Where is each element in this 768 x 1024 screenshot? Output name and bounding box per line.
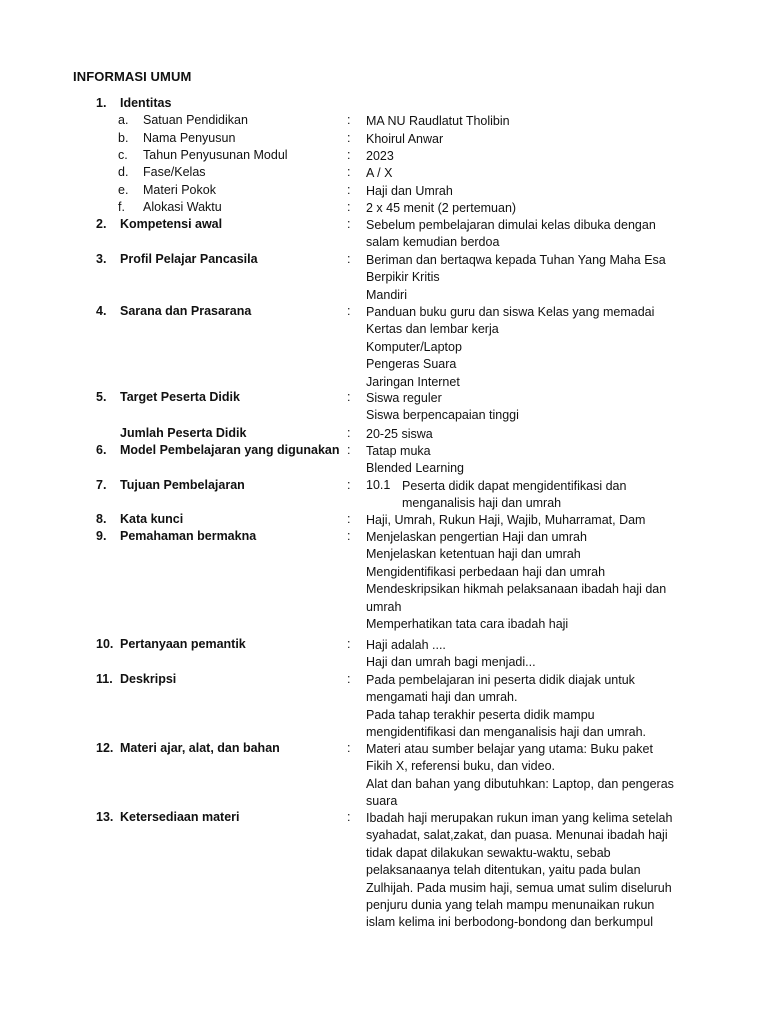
colon: : [347,425,351,440]
value-line: syahadat, salat,zakat, dan puasa. Menunai ibadah haji [366,828,668,843]
item-label: Fase/Kelas [143,165,206,179]
value-line: Menjelaskan pengertian Haji dan umrah [366,530,587,544]
value-line: Kertas dan lembar kerja [366,322,499,337]
section-value [366,304,696,391]
section-number: 12. [96,741,114,755]
value-line: Siswa berpencapaian tinggi [366,408,519,423]
value-line: salam kemudian berdoa [366,235,500,250]
value-line: Pengeras Suara [366,357,457,372]
item-value: Khoirul Anwar [366,131,444,146]
value-line: Materi atau sumber belajar yang utama: Buku paket [366,742,653,756]
document-title: INFORMASI UMUM [73,69,192,84]
section-label: Pertanyaan pemantik [120,637,246,651]
section-label: Materi ajar, alat, dan bahan [120,741,280,755]
item-value: 2 x 45 menit (2 pertemuan) [366,201,517,215]
value-line: suara [366,794,398,809]
value-line: Blended Learning [366,461,464,476]
section-label: Model Pembelajaran yang digunakan [120,443,340,457]
section-label: Kata kunci [120,512,184,526]
item-letter: f. [118,200,125,214]
value-line: Komputer/Laptop [366,339,462,354]
section-value [366,217,696,252]
item-label: Materi Pokok [143,182,216,197]
section-value [366,672,696,742]
section-label: Pemahaman bermakna [120,529,257,543]
colon: : [347,810,351,824]
colon: : [347,130,351,145]
section-value [366,426,696,443]
value-line: Ibadah haji merupakan rukun iman yang kelima setelah [366,811,673,825]
value-line: penjuru dunia yang telah mampu menunaikan rukun [366,898,655,913]
section-label: Deskripsi [120,672,177,686]
value-line: pelaksanaanya telah ditentukan, yaitu pada bulan [366,863,641,878]
value-line: Berpikir Kritis [366,270,440,285]
item-letter: b. [118,130,129,145]
value-line: mengidentifikasi dan menganalisis haji dan umrah. [366,725,647,740]
value-line: Mengidentifikasi perbedaan haji dan umrah [366,564,606,579]
value-line: Haji dan umrah bagi menjadi... [366,655,536,670]
item-value: Haji dan Umrah [366,183,453,198]
objective-number: 10.1 [366,478,391,492]
item-value: 2023 [366,149,394,163]
value-line: Haji, Umrah, Rukun Haji, Wajib, Muharramat, Dam [366,513,646,527]
item-letter: e. [118,182,129,197]
section-number: 6. [96,443,107,457]
colon: : [347,148,351,162]
item-letter: c. [118,148,128,162]
value-line: 20-25 siswa [366,426,433,441]
section-number: 8. [96,512,107,526]
section-label: Target Peserta Didik [120,390,240,404]
value-line: Alat dan bahan yang dibutuhkan: Laptop, dan pengeras [366,776,674,791]
value-line: Memperhatikan tata cara ibadah haji [366,617,569,632]
value-line: Siswa reguler [366,391,442,405]
section-number: 7. [96,478,107,492]
value-line: Panduan buku guru dan siswa Kelas yang memadai [366,305,655,319]
value-line: Tatap muka [366,444,431,458]
section-value [366,443,696,478]
section-number: 9. [96,529,107,543]
value-line: menganalisis haji dan umrah [402,496,562,511]
colon: : [347,672,351,686]
colon: : [347,741,351,755]
section-number: 4. [96,304,107,318]
section-label: Kompetensi awal [120,217,223,231]
item-value: MA NU Raudlatut Tholibin [366,114,510,128]
value-line: islam kelima ini berbodong-bondong dan berkumpul [366,915,653,930]
value-line: Pada pembelajaran ini peserta didik diajak untuk [366,673,635,687]
colon: : [347,304,351,318]
section-number: 5. [96,390,107,404]
colon: : [347,529,351,543]
item-label: Tahun Penyusunan Modul [143,148,288,162]
colon: : [347,113,351,127]
colon: : [347,512,351,526]
item-letter: a. [118,113,129,127]
colon: : [347,390,351,404]
section-label: Profil Pelajar Pancasila [120,252,258,266]
section-value [402,478,626,513]
section-number: 10. [96,637,114,651]
item-value: A / X [366,166,393,180]
value-line: Fikih X, referensi buku, dan video. [366,759,555,774]
colon: : [347,182,351,197]
colon: : [347,200,351,214]
value-line: Mendeskripsikan hikmah pelaksanaan ibadah haji dan [366,582,667,597]
value-line: tidak dapat dilakukan sewaktu-waktu, sebab [366,845,611,860]
colon: : [347,443,351,457]
colon: : [347,637,351,651]
value-line: mengamati haji dan umrah. [366,690,518,705]
value-line: Beriman dan bertaqwa kepada Tuhan Yang Maha Esa [366,253,666,267]
value-line: umrah [366,599,402,614]
value-line: Sebelum pembelajaran dimulai kelas dibuka dengan [366,218,656,232]
item-letter: d. [118,165,129,179]
section-value [366,810,696,932]
section-number: 13. [96,810,114,824]
item-label: Nama Penyusun [143,130,236,145]
section-label: Tujuan Pembelajaran [120,478,245,492]
section-number: 11. [96,672,113,686]
section-number: 2. [96,217,107,231]
section-value [366,529,696,633]
section-number: 3. [96,252,107,266]
section-number: 1. [96,96,107,110]
section-value [366,512,696,529]
section-value [366,390,696,425]
value-line: Menjelaskan ketentuan haji dan umrah [366,547,581,562]
value-line: Jaringan Internet [366,374,460,389]
value-line: Haji adalah .... [366,638,446,652]
item-label: Satuan Pendidikan [143,113,248,127]
item-label: Alokasi Waktu [143,200,222,214]
section-value [366,252,696,304]
value-line: Pada tahap terakhir peserta didik mampu [366,707,595,722]
section-value [366,637,696,672]
value-line: Mandiri [366,287,407,302]
section-value [366,741,696,811]
value-line: Zulhijah. Pada musim haji, semua umat sulim diseluruh [366,880,672,895]
section-label: Jumlah Peserta Didik [120,425,247,440]
section-label: Identitas [120,96,172,110]
section-label: Sarana dan Prasarana [120,304,252,318]
colon: : [347,252,351,266]
colon: : [347,165,351,179]
value-line: Peserta didik dapat mengidentifikasi dan [402,479,627,493]
colon: : [347,478,351,492]
section-label: Ketersediaan materi [120,810,240,824]
colon: : [347,217,351,231]
